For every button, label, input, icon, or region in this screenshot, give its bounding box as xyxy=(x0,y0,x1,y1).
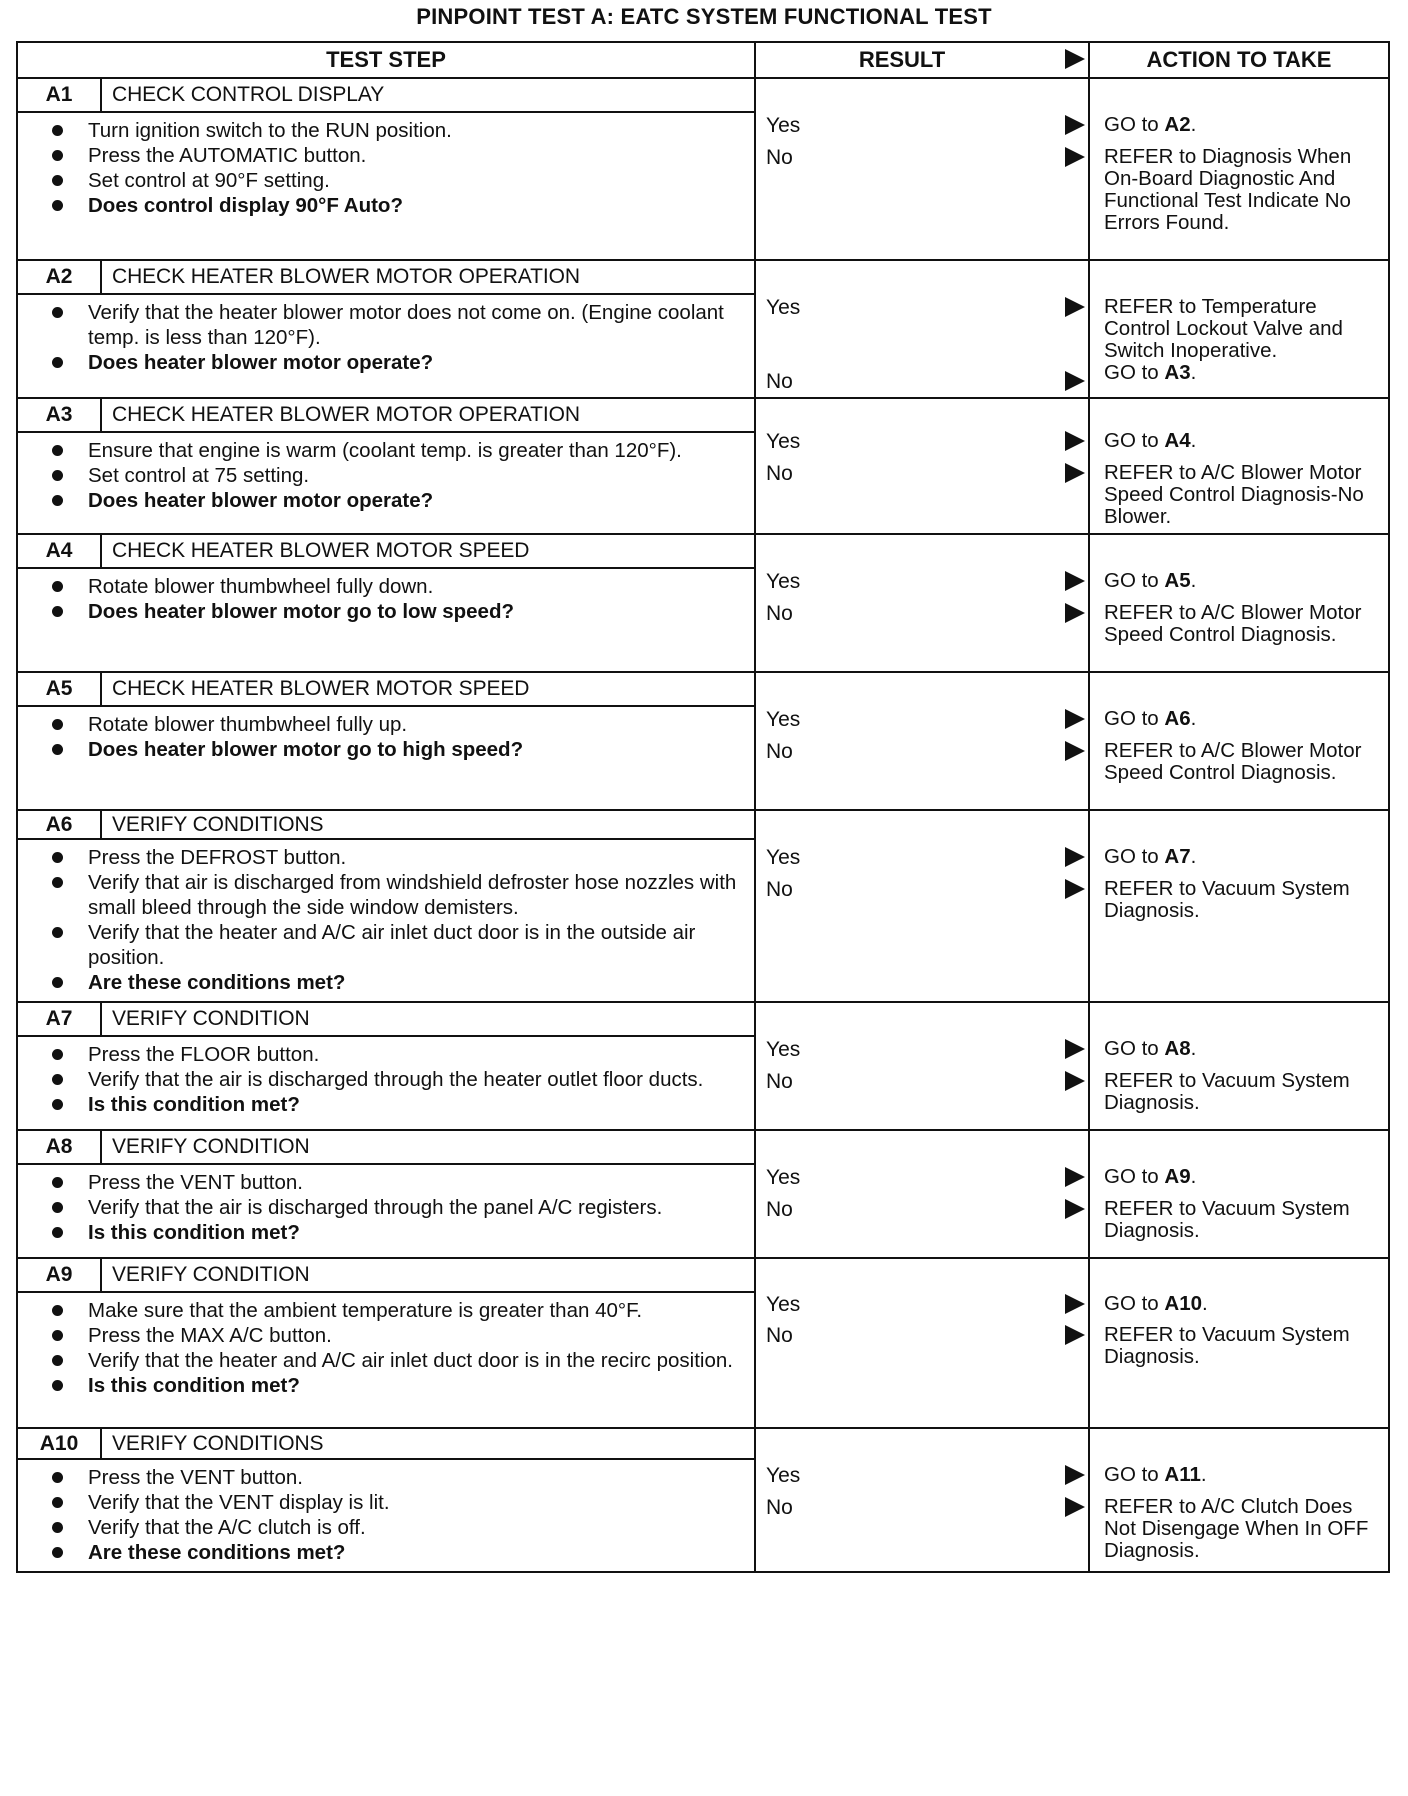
arrow-right-icon xyxy=(1065,371,1085,391)
pinpoint-test-table xyxy=(16,41,1390,1573)
result-label: Yes xyxy=(766,114,801,137)
step-instructions xyxy=(18,1460,754,1571)
step-id: A7 xyxy=(18,1003,102,1035)
step-instruction: Press the AUTOMATIC button. xyxy=(52,143,744,168)
arrow-right-icon xyxy=(1065,1497,1085,1517)
step-reference: A5 xyxy=(1164,569,1191,592)
step-title: CHECK CONTROL DISPLAY xyxy=(112,83,385,106)
step-reference: A4 xyxy=(1164,429,1191,452)
action-no xyxy=(1104,1324,1382,1368)
action-cell xyxy=(1090,1259,1388,1427)
action-punct: . xyxy=(1190,569,1197,592)
step-instruction: Make sure that the ambient temperature is greater than 40°F. xyxy=(52,1298,744,1323)
action-cell xyxy=(1090,673,1388,809)
action-yes xyxy=(1104,1464,1382,1486)
result-yes xyxy=(766,429,1088,454)
test-step-header xyxy=(18,399,754,433)
arrow-right-icon xyxy=(1065,297,1085,317)
action-text: REFER to Temperature Control Lockout Valve and Switch Inoperative. xyxy=(1104,295,1343,362)
step-question: Does heater blower motor go to low speed? xyxy=(52,599,744,624)
step-reference: A10 xyxy=(1164,1292,1202,1315)
action-punct: . xyxy=(1202,1292,1208,1315)
action-no xyxy=(1104,462,1382,528)
bullet-list xyxy=(52,1042,744,1117)
step-question: Is this condition met? xyxy=(52,1373,744,1398)
result-yes xyxy=(766,113,1088,138)
result-yes xyxy=(766,1292,1088,1317)
step-instruction: Ensure that engine is warm (coolant temp. is greater than 120°F). xyxy=(52,438,744,463)
action-no xyxy=(1104,602,1382,646)
result-label: Yes xyxy=(766,570,801,593)
action-punct: . xyxy=(1190,429,1197,452)
result-no xyxy=(766,1323,1088,1348)
result-yes xyxy=(766,1037,1088,1062)
step-instructions xyxy=(18,433,754,519)
result-label: Yes xyxy=(766,1038,801,1061)
arrow-right-icon xyxy=(1065,847,1085,867)
action-no xyxy=(1104,1496,1382,1562)
step-question: Are these conditions met? xyxy=(52,970,744,995)
bullet-list xyxy=(52,712,744,762)
step-reference: A6 xyxy=(1164,707,1191,730)
test-step-row xyxy=(18,261,1388,399)
step-question: Does heater blower motor operate? xyxy=(52,350,744,375)
step-instructions xyxy=(18,707,754,768)
result-label: No xyxy=(766,146,793,169)
result-label: No xyxy=(766,462,793,485)
page-title: PINPOINT TEST A: EATC SYSTEM FUNCTIONAL TEST xyxy=(416,4,992,29)
bullet-list xyxy=(52,118,744,218)
result-no xyxy=(766,145,1088,170)
test-step-header xyxy=(18,811,754,840)
result-no xyxy=(766,1197,1088,1222)
action-yes xyxy=(1104,1166,1382,1188)
action-text: REFER to A/C Blower Motor Speed Control Diagnosis. xyxy=(1104,739,1362,784)
step-title: CHECK HEATER BLOWER MOTOR SPEED xyxy=(112,539,530,562)
step-instruction: Set control at 90°F setting. xyxy=(52,168,744,193)
test-step-header xyxy=(18,261,754,295)
arrow-right-icon xyxy=(1065,147,1085,167)
result-cell xyxy=(756,811,1090,1001)
step-title: CHECK HEATER BLOWER MOTOR OPERATION xyxy=(112,265,580,288)
action-yes xyxy=(1104,846,1382,868)
arrow-right-icon xyxy=(1065,709,1085,729)
arrow-right-icon xyxy=(1065,1325,1085,1345)
result-no xyxy=(766,877,1088,902)
header-result-label: RESULT xyxy=(858,47,946,72)
step-title: VERIFY CONDITION xyxy=(112,1135,310,1158)
action-text: GO to xyxy=(1104,845,1165,868)
action-punct: . xyxy=(1190,113,1197,136)
result-cell xyxy=(756,1131,1090,1257)
action-text: GO to xyxy=(1104,429,1165,452)
step-id: A6 xyxy=(18,811,102,838)
action-text: REFER to Vacuum System Diagnosis. xyxy=(1104,1069,1350,1114)
result-cell xyxy=(756,1003,1090,1129)
action-cell xyxy=(1090,1131,1388,1257)
test-step-header xyxy=(18,1003,754,1037)
result-cell xyxy=(756,673,1090,809)
action-text: GO to xyxy=(1104,1037,1165,1060)
test-steps xyxy=(18,79,1388,1571)
step-instruction: Rotate blower thumbwheel fully up. xyxy=(52,712,744,737)
step-instructions xyxy=(18,1037,754,1123)
result-cell xyxy=(756,1429,1090,1571)
step-question: Are these conditions met? xyxy=(52,1540,744,1565)
step-id: A9 xyxy=(18,1259,102,1291)
result-label: No xyxy=(766,1496,793,1519)
step-question: Does control display 90°F Auto? xyxy=(52,193,744,218)
result-label: No xyxy=(766,1198,793,1221)
result-cell xyxy=(756,79,1090,259)
test-step-header xyxy=(18,1131,754,1165)
step-reference: A2 xyxy=(1164,113,1191,136)
test-step-cell xyxy=(18,399,756,533)
bullet-list xyxy=(52,1298,744,1398)
action-text: GO to xyxy=(1104,1463,1165,1486)
result-cell xyxy=(756,535,1090,671)
arrow-right-icon xyxy=(1065,1199,1085,1219)
test-step-cell xyxy=(18,261,756,397)
result-label: Yes xyxy=(766,1166,801,1189)
step-question: Does heater blower motor go to high speed? xyxy=(52,737,744,762)
bullet-list xyxy=(52,574,744,624)
bullet-list xyxy=(52,438,744,513)
bullet-list xyxy=(52,1170,744,1245)
result-label: No xyxy=(766,602,793,625)
action-no xyxy=(1104,146,1382,234)
action-cell xyxy=(1090,535,1388,671)
arrow-right-icon xyxy=(1065,49,1085,69)
result-cell xyxy=(756,1259,1090,1427)
test-step-row xyxy=(18,673,1388,811)
action-yes xyxy=(1104,114,1382,136)
test-step-header xyxy=(18,535,754,569)
test-step-header xyxy=(18,1429,754,1460)
action-cell xyxy=(1090,811,1388,1001)
arrow-right-icon xyxy=(1065,603,1085,623)
step-instructions xyxy=(18,569,754,630)
result-label: No xyxy=(766,370,793,393)
test-step-cell xyxy=(18,1131,756,1257)
test-step-row xyxy=(18,1429,1388,1571)
arrow-right-icon xyxy=(1065,1167,1085,1187)
bullet-list xyxy=(52,1465,744,1565)
step-instruction: Verify that the heater blower motor does not come on. (Engine coolant temp. is less than 120°F). xyxy=(52,300,744,350)
test-step-row xyxy=(18,1259,1388,1429)
header-action-to-take: ACTION TO TAKE xyxy=(1146,47,1332,72)
action-text: REFER to Vacuum System Diagnosis. xyxy=(1104,1197,1350,1242)
action-text: GO to xyxy=(1104,707,1165,730)
step-instruction: Set control at 75 setting. xyxy=(52,463,744,488)
action-yes xyxy=(1104,1293,1382,1315)
result-label: Yes xyxy=(766,1293,801,1316)
test-step-header xyxy=(18,673,754,707)
step-reference: A8 xyxy=(1164,1037,1191,1060)
step-instruction: Press the VENT button. xyxy=(52,1170,744,1195)
step-instruction: Verify that air is discharged from windshield defroster hose nozzles with small bleed through the side window demisters. xyxy=(52,870,744,920)
result-label: Yes xyxy=(766,430,801,453)
result-yes xyxy=(766,845,1088,870)
step-id: A8 xyxy=(18,1131,102,1163)
result-yes xyxy=(766,1165,1088,1190)
test-step-row xyxy=(18,1003,1388,1131)
action-punct: . xyxy=(1190,1165,1197,1188)
test-step-cell xyxy=(18,1429,756,1571)
action-cell xyxy=(1090,399,1388,533)
action-yes xyxy=(1104,570,1382,592)
step-instructions xyxy=(18,840,754,1001)
step-instruction: Press the FLOOR button. xyxy=(52,1042,744,1067)
step-reference: A9 xyxy=(1164,1165,1191,1188)
step-reference: A3 xyxy=(1164,361,1191,384)
step-instructions xyxy=(18,1293,754,1404)
arrow-right-icon xyxy=(1065,115,1085,135)
arrow-right-icon xyxy=(1065,431,1085,451)
action-text: REFER to A/C Blower Motor Speed Control Diagnosis. xyxy=(1104,601,1362,646)
result-no xyxy=(766,369,1088,394)
step-instruction: Verify that the VENT display is lit. xyxy=(52,1490,744,1515)
bullet-list xyxy=(52,845,744,995)
action-yes xyxy=(1104,708,1382,730)
result-yes xyxy=(766,1463,1088,1488)
test-step-row xyxy=(18,1131,1388,1259)
step-id: A10 xyxy=(18,1429,102,1458)
step-title: VERIFY CONDITIONS xyxy=(112,1431,324,1455)
step-instruction: Press the MAX A/C button. xyxy=(52,1323,744,1348)
step-id: A5 xyxy=(18,673,102,705)
action-text: REFER to Vacuum System Diagnosis. xyxy=(1104,1323,1350,1368)
action-yes xyxy=(1104,296,1382,362)
result-label: Yes xyxy=(766,708,801,731)
result-yes xyxy=(766,569,1088,594)
step-instruction: Verify that the air is discharged through the panel A/C registers. xyxy=(52,1195,744,1220)
result-yes xyxy=(766,295,1088,320)
action-text: REFER to A/C Clutch Does Not Disengage When In OFF Diagnosis. xyxy=(1104,1495,1369,1562)
test-step-cell xyxy=(18,535,756,671)
result-label: No xyxy=(766,1324,793,1347)
result-label: Yes xyxy=(766,846,801,869)
step-question: Is this condition met? xyxy=(52,1220,744,1245)
action-punct: . xyxy=(1190,1037,1197,1060)
test-step-header xyxy=(18,79,754,113)
test-step-cell xyxy=(18,1003,756,1129)
result-cell xyxy=(756,399,1090,533)
action-text: GO to xyxy=(1104,113,1165,136)
step-instruction: Turn ignition switch to the RUN position. xyxy=(52,118,744,143)
arrow-right-icon xyxy=(1065,879,1085,899)
step-id: A1 xyxy=(18,79,102,111)
action-no xyxy=(1104,362,1382,384)
arrow-right-icon xyxy=(1065,463,1085,483)
action-text: REFER to A/C Blower Motor Speed Control Diagnosis-No Blower. xyxy=(1104,461,1364,528)
result-no xyxy=(766,1069,1088,1094)
step-question: Does heater blower motor operate? xyxy=(52,488,744,513)
test-step-row xyxy=(18,79,1388,261)
step-instruction: Verify that the heater and A/C air inlet duct door is in the recirc position. xyxy=(52,1348,744,1373)
result-label: No xyxy=(766,1070,793,1093)
table-header xyxy=(18,43,1388,79)
result-label: Yes xyxy=(766,1464,801,1487)
step-reference: A11 xyxy=(1164,1463,1201,1486)
result-yes xyxy=(766,707,1088,732)
test-step-cell xyxy=(18,1259,756,1427)
step-instruction: Rotate blower thumbwheel fully down. xyxy=(52,574,744,599)
arrow-right-icon xyxy=(1065,571,1085,591)
action-text: GO to xyxy=(1104,1292,1165,1315)
result-label: No xyxy=(766,740,793,763)
arrow-right-icon xyxy=(1065,1039,1085,1059)
step-title: VERIFY CONDITIONS xyxy=(112,812,324,836)
step-reference: A7 xyxy=(1164,845,1191,868)
action-text: REFER to Vacuum System Diagnosis. xyxy=(1104,877,1350,922)
step-instruction: Verify that the heater and A/C air inlet duct door is in the outside air position. xyxy=(52,920,744,970)
action-yes xyxy=(1104,1038,1382,1060)
step-id: A4 xyxy=(18,535,102,567)
action-cell xyxy=(1090,1429,1388,1571)
action-punct: . xyxy=(1190,361,1197,384)
action-yes xyxy=(1104,430,1382,452)
result-no xyxy=(766,601,1088,626)
step-instruction: Verify that the air is discharged through the heater outlet floor ducts. xyxy=(52,1067,744,1092)
action-punct: . xyxy=(1200,1463,1207,1486)
test-step-row xyxy=(18,399,1388,535)
test-step-cell xyxy=(18,811,756,1001)
test-step-cell xyxy=(18,673,756,809)
action-no xyxy=(1104,1070,1382,1114)
step-question: Is this condition met? xyxy=(52,1092,744,1117)
test-step-row xyxy=(18,535,1388,673)
action-no xyxy=(1104,1198,1382,1242)
result-label: No xyxy=(766,878,793,901)
step-instructions xyxy=(18,113,754,224)
header-test-step: TEST STEP xyxy=(18,43,756,77)
action-text: GO to xyxy=(1104,1165,1165,1188)
result-no xyxy=(766,739,1088,764)
step-instruction: Press the DEFROST button. xyxy=(52,845,744,870)
arrow-right-icon xyxy=(1065,741,1085,761)
test-step-header xyxy=(18,1259,754,1293)
action-no xyxy=(1104,740,1382,784)
step-title: CHECK HEATER BLOWER MOTOR SPEED xyxy=(112,677,530,700)
step-instructions xyxy=(18,1165,754,1251)
step-id: A3 xyxy=(18,399,102,431)
bullet-list xyxy=(52,300,744,375)
step-title: VERIFY CONDITION xyxy=(112,1263,310,1286)
action-punct: . xyxy=(1190,845,1197,868)
step-id: A2 xyxy=(18,261,102,293)
action-punct: . xyxy=(1190,707,1197,730)
arrow-right-icon xyxy=(1065,1465,1085,1485)
test-step-row xyxy=(18,811,1388,1003)
result-cell xyxy=(756,261,1090,397)
result-no xyxy=(766,461,1088,486)
arrow-right-icon xyxy=(1065,1294,1085,1314)
action-cell xyxy=(1090,261,1388,397)
action-text: GO to xyxy=(1104,361,1165,384)
header-result xyxy=(756,43,1090,77)
action-cell xyxy=(1090,1003,1388,1129)
arrow-right-icon xyxy=(1065,1071,1085,1091)
action-text: REFER to Diagnosis When On-Board Diagnostic And Functional Test Indicate No Errors Found. xyxy=(1104,145,1352,234)
action-no xyxy=(1104,878,1382,922)
step-instructions xyxy=(18,295,754,381)
test-step-cell xyxy=(18,79,756,259)
result-label: Yes xyxy=(766,296,801,319)
result-no xyxy=(766,1495,1088,1520)
step-title: VERIFY CONDITION xyxy=(112,1007,310,1030)
step-instruction: Press the VENT button. xyxy=(52,1465,744,1490)
step-instruction: Verify that the A/C clutch is off. xyxy=(52,1515,744,1540)
action-text: GO to xyxy=(1104,569,1165,592)
step-title: CHECK HEATER BLOWER MOTOR OPERATION xyxy=(112,403,580,426)
action-cell xyxy=(1090,79,1388,259)
